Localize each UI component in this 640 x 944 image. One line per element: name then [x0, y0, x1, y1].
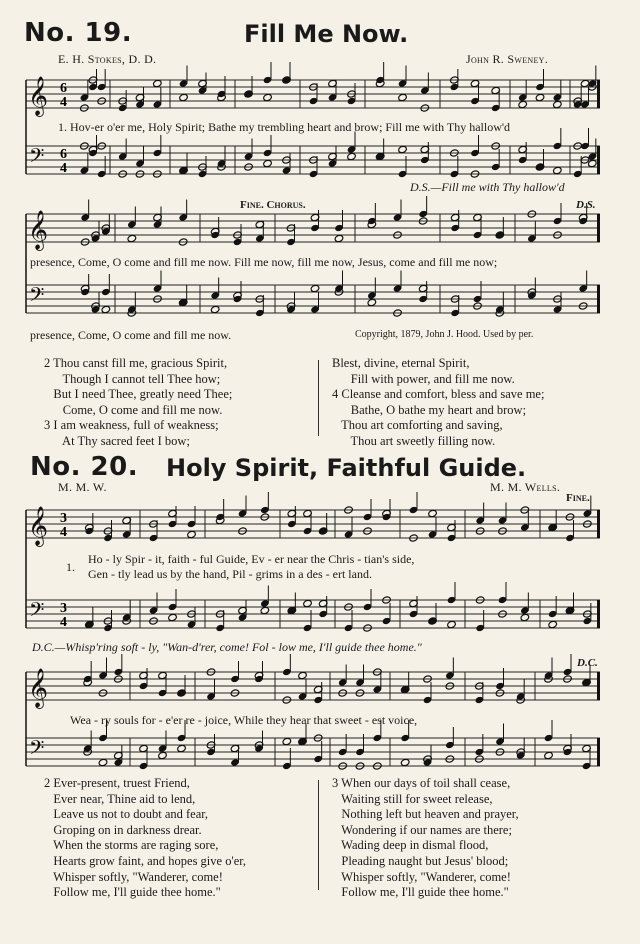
h20-s1-bass-clef: 𝄢 [29, 598, 45, 626]
h20-s1-t-note-open [187, 530, 197, 538]
h19-s1-b-note-open [347, 152, 357, 160]
hymn19-composer: John R. Sweney. [466, 52, 549, 66]
h20-s2-treble-clef: 𝄞 [28, 668, 49, 708]
h20-s1-treble-staff [26, 510, 600, 538]
h19-s1-t-note-open [398, 93, 408, 101]
hymn-number-19: No. 19. [24, 18, 133, 48]
h20-s2-b-note-open [177, 744, 187, 752]
h20-s2-t-note-open [298, 671, 308, 679]
hymn20-line1-b: Gen - tly lead us by the hand, Pil - grims in a des - ert land. [88, 567, 372, 581]
h20-s2-b-note-open [282, 737, 292, 745]
hymn20-verses-left: 2 Ever-present, truest Friend, Ever near, Thine aid to lend, Leave us not to doubt and fear, Groping on in darkness drear. When the storms are raging sore, Hearts grow faint, and hopes give o'er, Whisper softly, "Wanderer, come! Follow me, I'll guide thee home." [44, 776, 247, 900]
hymn20-verse-number: 1. [66, 560, 75, 574]
hymn20-line2-lyric: Wea - ry souls for - e'er re - joice, While they hear that sweet - est voice, [70, 713, 418, 727]
h19-s1-t-note-open [179, 93, 189, 101]
h19-s1-tsig-t-den: 4 [60, 95, 67, 110]
h20-s1-treble-clef: 𝄞 [28, 506, 49, 546]
hymn20-line1-a: Ho - ly Spir - it, faith - ful Guide, Ev - er near the Chris - tian's side, [88, 552, 415, 566]
h20-s1-tsig-b-den: 4 [60, 615, 67, 630]
h20-s1-b-note-open [303, 599, 313, 607]
h20-s2-bass-staff [26, 738, 600, 766]
h19-s2-b-note-open [367, 298, 377, 306]
hymn-title-19: Fill Me Now. [244, 20, 409, 48]
hymn20-composer: M. M. Wells. [490, 480, 561, 494]
hymn19-ds-mark: D.S. [576, 199, 596, 211]
h20-s1-b-note-open [260, 606, 270, 614]
hymn20-verse-divider [318, 780, 319, 890]
h19-s2-t-note-open [334, 234, 344, 242]
h20-s2-b-note-open [98, 758, 108, 766]
hymn20-author: M. M. W. [58, 480, 107, 494]
h19-s1-t-note-open [263, 93, 273, 101]
h19-s2-end-bass [597, 285, 600, 313]
hymn19-line1-lyric: 1. Hov-er o'er me, Holy Spirit; Bathe my trembling heart and brow; Fill me with Thy hallow'd [58, 120, 511, 134]
h19-s1-end-treble [597, 80, 600, 108]
hymn20-dc-mark: D.C. [577, 657, 598, 669]
h19-s2-treble-clef: 𝄞 [28, 210, 49, 250]
hymn-number-20: No. 20. [30, 452, 139, 482]
hymn20-verses-right: 3 When our days of toil shall cease, Waiting still for sweet release, Nothing left but heaven and prayer, Wondering if our names are there; Wading deep in dismal flood, Pleading naught but Jesus' blood; Whisper softly, "Wanderer, come! Follow me, I'll guide thee home." [332, 776, 519, 900]
h19-s1-treble-clef: 𝄞 [28, 76, 49, 116]
h19-s1-t-note-open [553, 100, 563, 108]
h20-s1-tsig-t-num: 3 [60, 511, 67, 526]
h19-s1-t-note-open [153, 79, 163, 87]
hymn20-fine: Fine. [566, 492, 590, 504]
h19-s2-end-treble [597, 214, 600, 242]
h20-s2-b-note-open [158, 751, 168, 759]
hymn19-author: E. H. Stokes, D. D. [58, 52, 157, 66]
h20-s1-t-note-open [428, 509, 438, 517]
h19-s1-b-note-open [263, 159, 273, 167]
hymn19-line2-lyric-lower: presence, Come, O come and fill me now. [30, 328, 232, 342]
h20-s1-bass-staff [26, 600, 600, 628]
h19-s2-b-note-open [101, 305, 111, 313]
h20-s1-b-note-open [520, 613, 530, 621]
h19-s1-t-note-open [535, 93, 545, 101]
h20-s2-b-note-open [544, 751, 554, 759]
h20-s1-b-note-open [548, 620, 558, 628]
h19-s2-bass-clef: 𝄢 [29, 283, 45, 311]
hymn19-ds-line: D.S.—Fill me with Thy hallow'd [410, 180, 565, 194]
h19-s1-tsig-t-num: 6 [60, 81, 67, 96]
h20-s2-end-bass [597, 738, 600, 766]
h19-s1-b-note-open [553, 166, 563, 174]
hymn19-fine-chorus: Fine. Chorus. [240, 199, 306, 211]
h19-s2-t-note-open [127, 234, 137, 242]
h20-s1-b-note-open [168, 613, 178, 621]
hymn19-verse-divider [318, 360, 319, 436]
hymn19-line2-lyric: presence, Come, O come and fill me now. Fill me now, fill me now, Jesus, come and fill me now; [30, 255, 498, 269]
h20-s1-end-bass [597, 600, 600, 628]
h19-s1-end-bass [597, 146, 600, 174]
hymn19-verses-right: Blest, divine, eternal Spirit, Fill with power, and fill me now. 4 Cleanse and comfort, bless and save me; Bathe, O bathe my heart and brow; Thou art comforting and saving, Thou art sweetly filling now. [332, 356, 545, 448]
h20-s1-b-note-open [447, 620, 457, 628]
h19-s1-tsig-b-den: 4 [60, 161, 67, 176]
h19-s1-b-note-open [398, 145, 408, 153]
h19-s2-b-note-open [210, 305, 220, 313]
h19-s1-bass-clef: 𝄢 [29, 144, 45, 172]
h20-s2-bass-clef: 𝄢 [29, 736, 45, 764]
hymn20-dc-line: D.C.—Whisp'ring soft - ly, "Wan-d'rer, come! Fol - low me, I'll guide thee home." [32, 640, 422, 654]
h19-s1-t-note-open [518, 100, 528, 108]
h19-s1-bass-staff [26, 146, 600, 174]
h19-s1-tsig-b-num: 6 [60, 147, 67, 162]
hymn19-copyright: Copyright, 1879, John J. Hood. Used by per. [355, 329, 534, 340]
h20-s2-treble-staff [26, 672, 600, 700]
h20-s1-tsig-t-den: 4 [60, 525, 67, 540]
h20-s1-tsig-b-num: 3 [60, 601, 67, 616]
h20-s2-b-note-open [400, 758, 410, 766]
hymn19-verses-left: 2 Thou canst fill me, gracious Spirit, Though I cannot tell Thee how; But I need Thee, greatly need Thee; Come, O come and fill me now. 3 I am weakness, full of weakness; At Thy sacred feet I bow; [44, 356, 233, 448]
h19-s2-b-note-open [310, 284, 320, 292]
h20-s1-end-treble [597, 510, 600, 538]
hymn-title-20: Holy Spirit, Faithful Guide. [166, 454, 527, 482]
h20-s2-end-treble [597, 672, 600, 700]
